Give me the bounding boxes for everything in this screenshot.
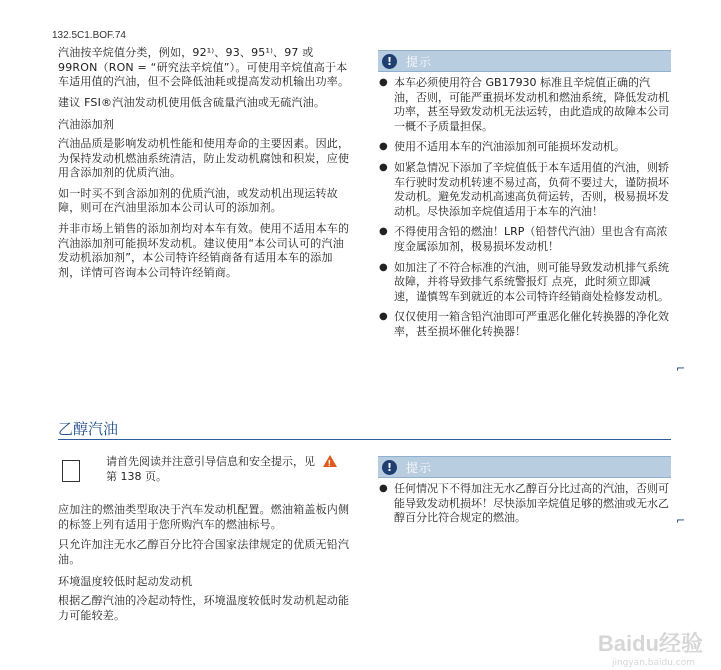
exclamation-icon: ! [382, 460, 397, 475]
document-code: 132.5C1.BOF.74 [52, 30, 126, 41]
coldstart-heading: 环境温度较低时起动发动机 [58, 575, 193, 589]
warning-triangle-icon [323, 455, 337, 467]
safety-reference [106, 455, 346, 484]
notice-item: ● 如紧急情况下添加了辛烷值低于本车适用值的汽油，则轿车行驶时发动机转速不易过高，负荷不要过大，谨防损坏发动机。避免发动机高速高负荷运转，否则，极易损坏发动机。尽快添加辛烷值适用于本车的汽油！ [378, 161, 671, 219]
checkbox-icon [62, 460, 80, 482]
coldstart-paragraph: 根据乙醇汽油的冷起动特性，环境温度较低时发动机起动能力可能较差。 [58, 593, 350, 622]
ethanol-fuel-section [58, 503, 350, 629]
safety-reference-page: 第 138 页。 [106, 469, 167, 483]
additive-paragraph-2: 如一时买不到含添加剂的优质汽油，或发动机出现运转故障，则可在汽油里添加本公司认可的添加剂。 [58, 186, 338, 215]
safety-reference-text: 请首先阅读并注意引导信息和安全提示，见 [106, 455, 315, 468]
exclamation-icon: ! [382, 54, 397, 69]
section-title-ethanol: 乙醇汽油 [58, 420, 119, 438]
notice-header [378, 50, 671, 72]
fuel-octane-section [58, 46, 350, 286]
watermark-url: jingyan.baidu.com [611, 658, 695, 668]
notice-item: ● 如加注了不符合标准的汽油，则可能导致发动机排气系统故障，并将导致排气系统警报灯 点亮，此时须立即减速，谨慎驾车到就近的本公司特许经销商处检修发动机。 [378, 261, 671, 305]
notice-item: ● 使用不适用本车的汽油添加剂可能损坏发动机。 [378, 140, 671, 155]
section-divider [58, 439, 671, 440]
notice-item: ● 仅仅使用一箱含铅汽油即可严重恶化催化转换器的净化效率，甚至损坏催化转换器！ [378, 310, 671, 339]
additive-paragraph-3: 并非市场上销售的添加剂均对本车有效。使用不适用本车的汽油添加剂可能损坏发动机。建议使用“本公司认可的汽油发动机添加剂”，本公司特许经销商备有适用本车的添加剂，详情可咨询本公司特许经销商。 [58, 221, 350, 279]
sulfur-paragraph: 建议 FSI®汽油发动机使用低含硫量汽油或无硫汽油。 [58, 95, 326, 109]
notice-list [378, 76, 671, 340]
continuation-mark-icon: ⌐ [676, 362, 686, 375]
notice-list [378, 482, 671, 526]
octane-paragraph: 汽油按辛烷值分类，例如，92¹⁾、93、95¹⁾、97 或 99RON（RON = “研究法辛烷值”）。可使用辛烷值高于本车适用值的汽油，但不会降低油耗或提高发动机输出功率。 [58, 46, 350, 89]
notice-item: ● 不得使用含铅的燃油！LRP（铅替代汽油）里也含有高浓度金属添加剂，极易损坏发动机！ [378, 225, 671, 254]
notice-item: ● 任何情况下不得加注无水乙醇百分比过高的汽油，否则可能导致发动机损坏！尽快添加辛烷值足够的燃油或无水乙醇百分比符合规定的燃油。 [378, 482, 671, 526]
additive-heading: 汽油添加剂 [58, 118, 114, 132]
notice-title: 提示 [406, 54, 433, 69]
ethanol-paragraph-1: 应加注的燃油类型取决于汽车发动机配置。燃油箱盖板内侧的标签上列有适用于您所购汽车的燃油标号。 [58, 503, 350, 531]
notice-header [378, 456, 671, 478]
ethanol-paragraph-2: 只允许加注无水乙醇百分比符合国家法律规定的优质无铅汽油。 [58, 538, 350, 566]
additive-paragraph-1: 汽油品质是影响发动机性能和使用寿命的主要因素。因此，为保持发动机燃油系统清洁，防止发动机腐蚀和积炭，应使用含添加剂的优质汽油。 [58, 136, 350, 180]
notice-item: ● 本车必须使用符合 GB17930 标准且辛烷值正确的汽油，否则，可能严重损坏发动机和燃油系统，降低发动机功率，甚至导致发动机无法运转，由此造成的故障本公司一概不予质量担保。 [378, 76, 671, 134]
continuation-mark-icon: ⌐ [676, 514, 686, 527]
notice-box-ethanol [378, 456, 671, 532]
baidu-watermark: Baidu经验 [597, 631, 703, 656]
notice-title: 提示 [406, 460, 433, 475]
notice-box-fuel [378, 50, 671, 346]
